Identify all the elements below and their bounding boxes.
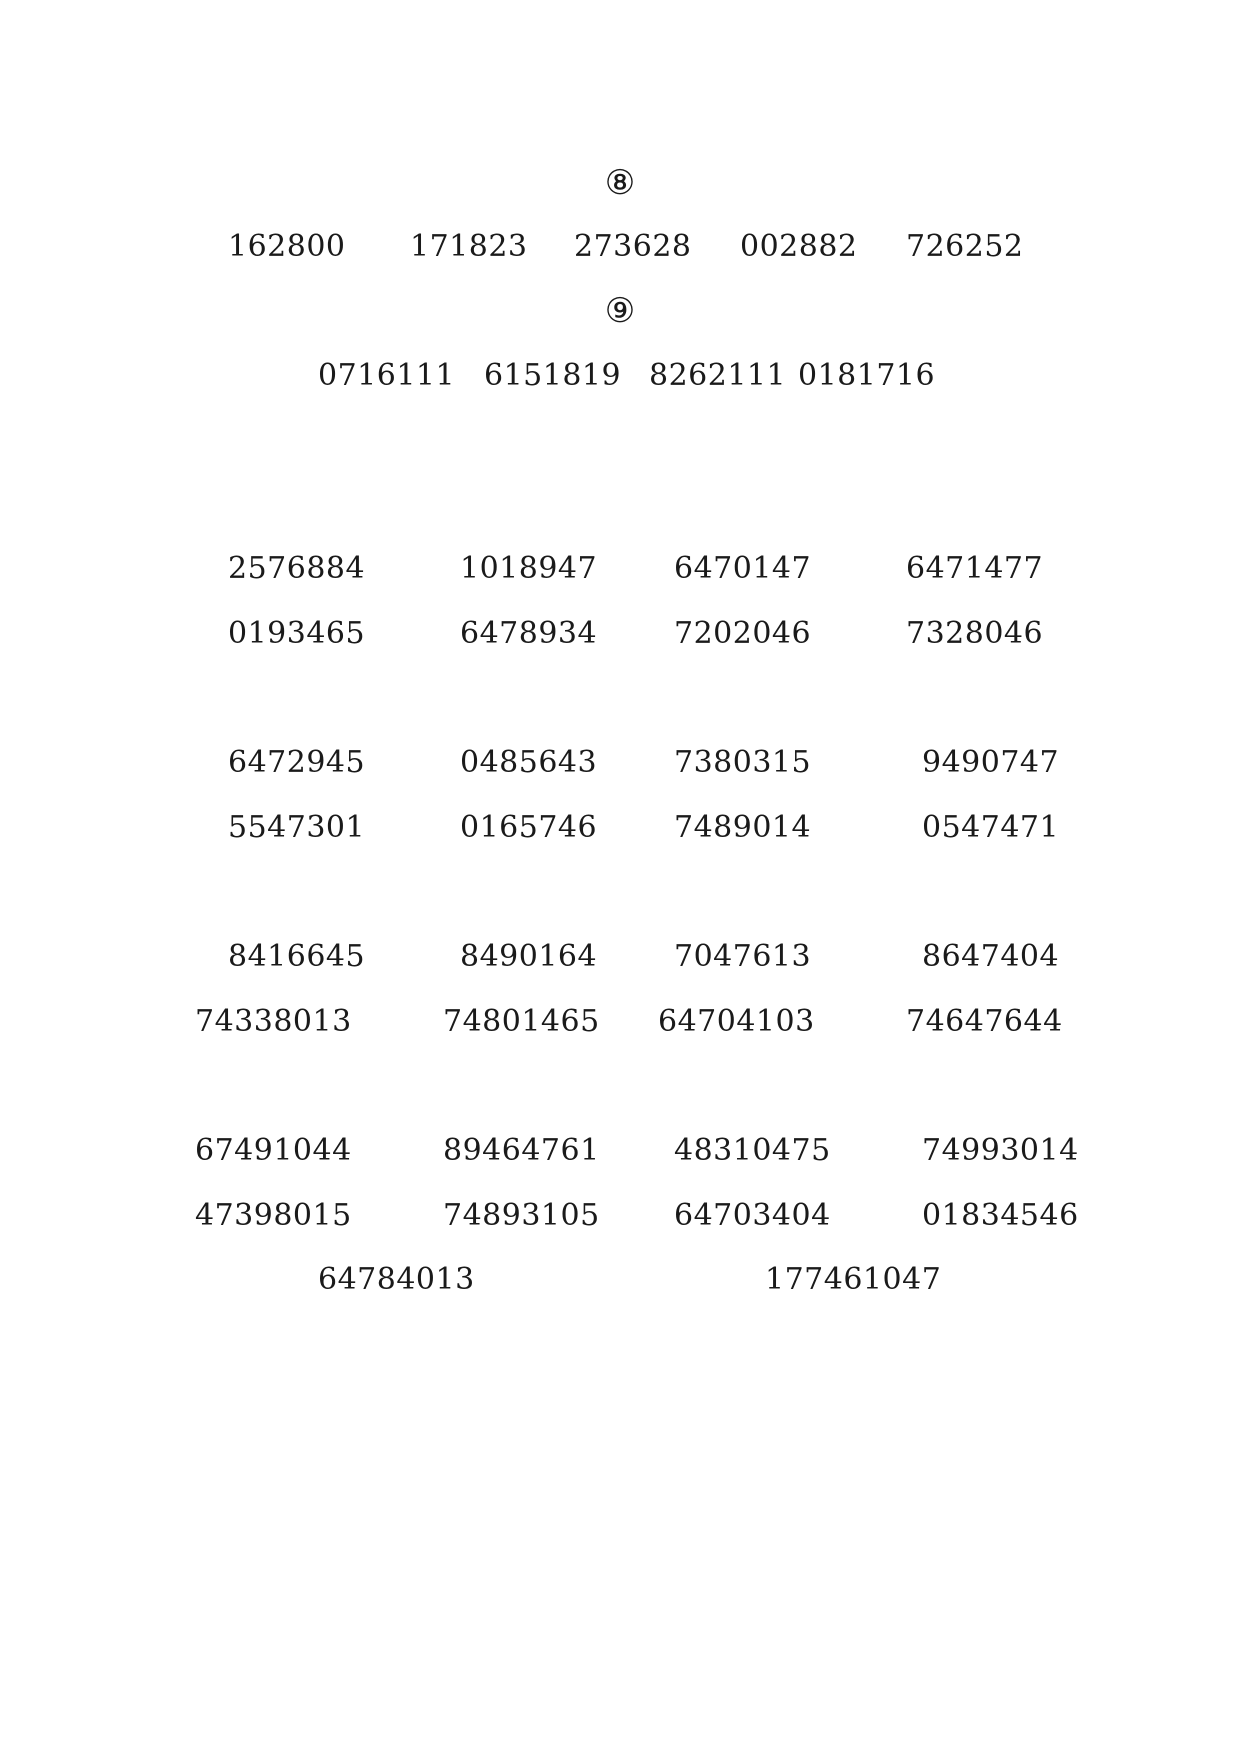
group4-row1-number-1: 67491044 xyxy=(195,1133,352,1168)
group1-row2-number-1: 0193465 xyxy=(228,616,366,651)
group2-row1-number-2: 0485643 xyxy=(460,745,598,780)
group4-row1-number-2: 89464761 xyxy=(443,1133,600,1168)
section-8-number-1: 162800 xyxy=(228,229,346,264)
group2-row2-number-1: 5547301 xyxy=(228,810,366,845)
group4-row2-number-2: 74893105 xyxy=(443,1198,600,1233)
group3-row1-number-2: 8490164 xyxy=(460,939,598,974)
section-9-number-3: 8262111 xyxy=(649,358,787,393)
section-9-number-1: 0716111 xyxy=(318,358,456,393)
group3-row1-number-4: 8647404 xyxy=(922,939,1060,974)
section-8-number-2: 171823 xyxy=(410,229,528,264)
section-9-number-4: 0181716 xyxy=(798,358,936,393)
group4-row3-number-2: 177461047 xyxy=(765,1262,942,1297)
group2-row1-number-3: 7380315 xyxy=(674,745,812,780)
group4-row1-number-3: 48310475 xyxy=(674,1133,831,1168)
group2-row1-number-4: 9490747 xyxy=(922,745,1060,780)
group3-row1-number-3: 7047613 xyxy=(674,939,812,974)
group2-row2-number-2: 0165746 xyxy=(460,810,598,845)
group1-row1-number-3: 6470147 xyxy=(674,551,812,586)
section-8-number-3: 273628 xyxy=(574,229,692,264)
group3-row1-number-1: 8416645 xyxy=(228,939,366,974)
group1-row1-number-2: 1018947 xyxy=(460,551,598,586)
group1-row2-number-2: 6478934 xyxy=(460,616,598,651)
group4-row1-number-4: 74993014 xyxy=(922,1133,1079,1168)
group1-row1-number-1: 2576884 xyxy=(228,551,366,586)
group4-row2-number-1: 47398015 xyxy=(195,1198,352,1233)
group2-row2-number-4: 0547471 xyxy=(922,810,1060,845)
group4-row2-number-4: 01834546 xyxy=(922,1198,1079,1233)
group3-row2-number-3: 64704103 xyxy=(658,1004,815,1039)
group1-row2-number-4: 7328046 xyxy=(906,616,1044,651)
group1-row2-number-3: 7202046 xyxy=(674,616,812,651)
group1-row1-number-4: 6471477 xyxy=(906,551,1044,586)
group4-row2-number-3: 64703404 xyxy=(674,1198,831,1233)
section-9-number-2: 6151819 xyxy=(484,358,622,393)
section-8-number-4: 002882 xyxy=(740,229,858,264)
section-8-number-5: 726252 xyxy=(906,229,1024,264)
section-9-marker: ⑨ xyxy=(604,291,636,331)
group3-row2-number-1: 74338013 xyxy=(195,1004,352,1039)
group3-row2-number-4: 74647644 xyxy=(906,1004,1063,1039)
section-8-marker: ⑧ xyxy=(604,163,636,203)
group2-row2-number-3: 7489014 xyxy=(674,810,812,845)
group3-row2-number-2: 74801465 xyxy=(443,1004,600,1039)
group4-row3-number-1: 64784013 xyxy=(318,1262,475,1297)
group2-row1-number-1: 6472945 xyxy=(228,745,366,780)
